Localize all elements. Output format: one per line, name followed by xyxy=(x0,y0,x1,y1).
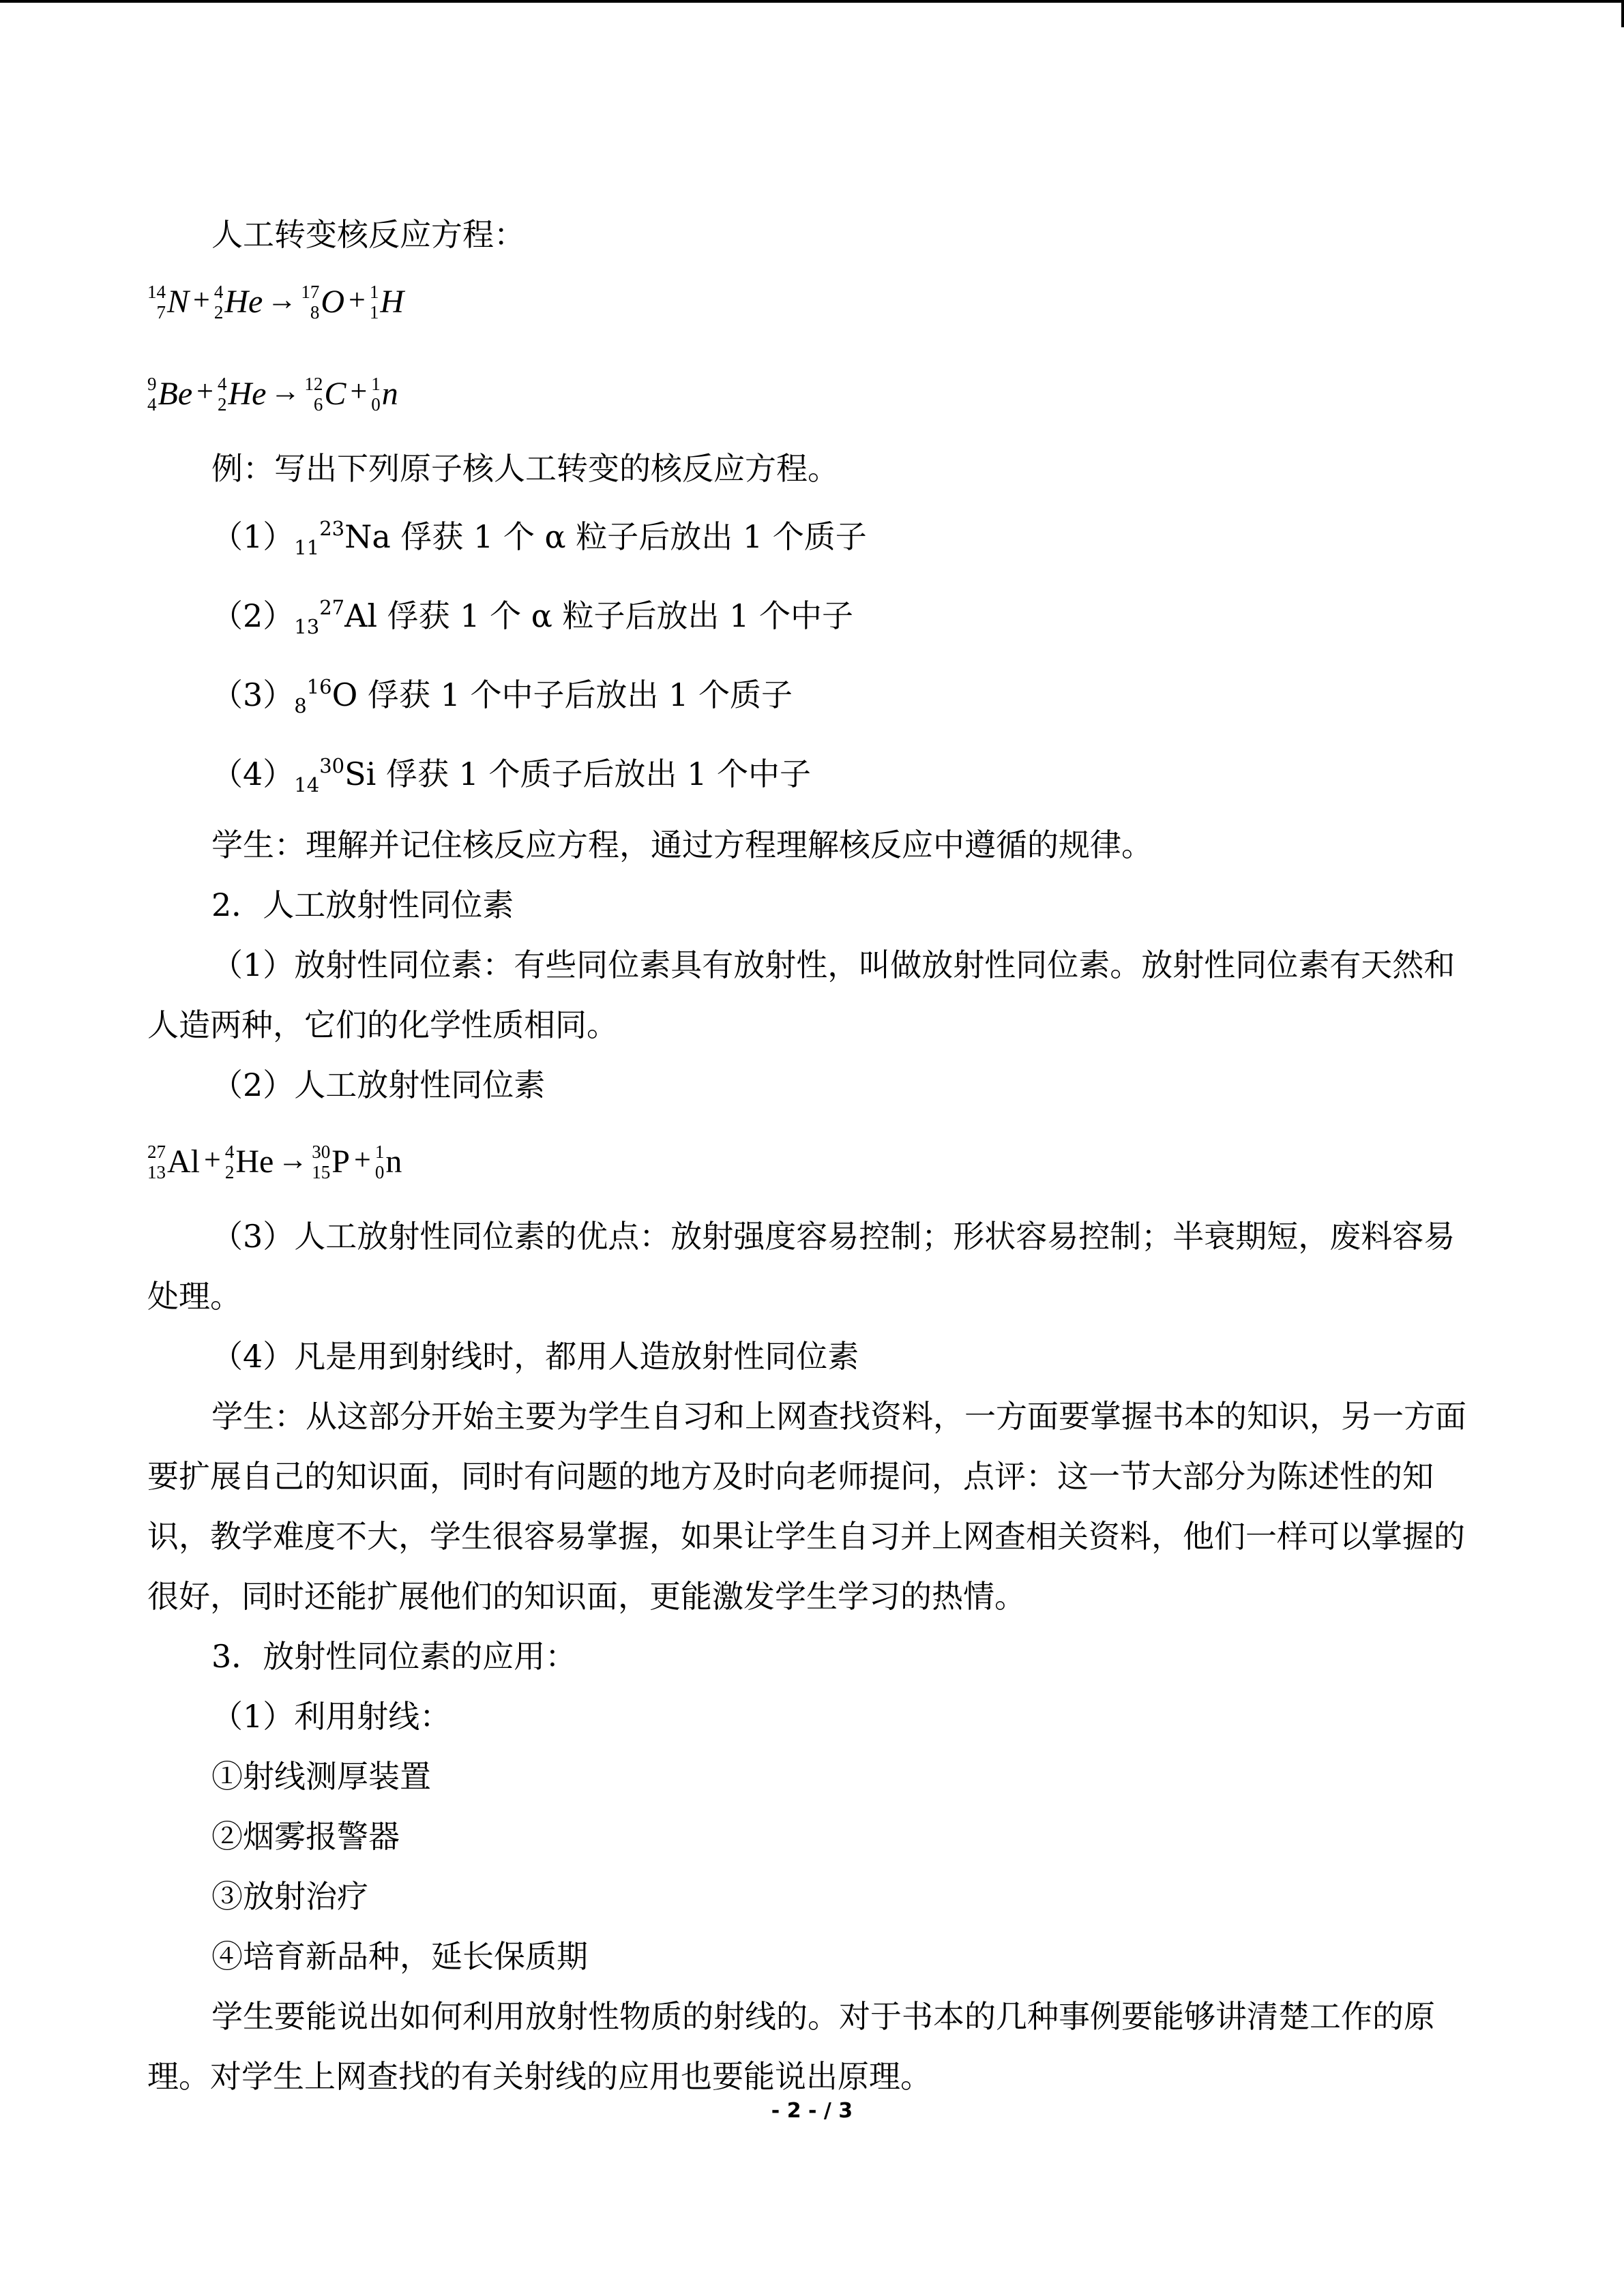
application-item: ③放射治疗 xyxy=(211,1878,368,1915)
application-item: ②烟雾报警器 xyxy=(211,1818,400,1855)
equation-1: 14 7 N + 4 2 He → 17 8 O + 1 1 H xyxy=(147,255,1471,346)
paragraph: （1）放射性同位素：有些同位素具有放射性，叫做放射性同位素。放射性同位素有天然和人造两种，它们的化学性质相同。 xyxy=(147,946,1456,1043)
nuclide: 30 15 P xyxy=(312,1142,350,1183)
document-body xyxy=(147,205,1471,2106)
nuclide: 27 13 Al xyxy=(147,1142,200,1183)
application-item: ④培育新品种，延长保质期 xyxy=(211,1938,588,1976)
nuclide: 1 1 H xyxy=(369,282,404,323)
nuclide: 14 7 N xyxy=(147,282,190,323)
nuclide: 4 2 He xyxy=(217,373,267,415)
paragraph: （3）人工放射性同位素的优点：放射强度容易控制；形状容易控制；半衰期短，废料容易处理。 xyxy=(147,1218,1456,1315)
section-title: 2．人工放射性同位素 xyxy=(211,886,514,923)
nuclide: 17 8 O xyxy=(301,282,344,323)
nuclide: 12 6 C xyxy=(304,373,346,415)
example-intro: 例：写出下列原子核人工转变的核反应方程。 xyxy=(211,449,839,487)
reaction-heading: 人工转变核反应方程： xyxy=(211,216,525,253)
nuclide: 4 2 He xyxy=(213,282,263,323)
subsection-title: （1）利用射线： xyxy=(211,1698,452,1735)
student-note: 学生：理解并记住核反应方程，通过方程理解核反应中遵循的规律。 xyxy=(211,826,1153,863)
paragraph: （4）凡是用到射线时，都用人造放射性同位素 xyxy=(211,1338,859,1375)
equation-3: 27 13 Al + 4 2 He → 30 15 P + 1 0 n xyxy=(147,1115,1471,1206)
subsection-title: （2）人工放射性同位素 xyxy=(211,1066,546,1103)
example-item: $(4)_{14}^{30}Si$ 俘获 1 个质子后放出 1 个中子 xyxy=(211,754,811,796)
nuclide: 1 0 n xyxy=(371,373,398,415)
student-note: 学生要能说出如何利用放射性物质的射线的。对于书本的几种事例要能够讲清楚工作的原理。对学生上网查找的有关射线的应用也要能说出原理。 xyxy=(147,1998,1435,2096)
page-frame xyxy=(0,0,1624,27)
example-item: $(2)_{13}^{27}Al$ 俘获 1 个 α 粒子后放出 1 个中子 xyxy=(211,595,853,638)
page-number: - 2 - / 3 xyxy=(771,2099,853,2123)
equation-2: 9 4 Be + 4 2 He → 12 6 C + 1 0 n xyxy=(147,346,1471,438)
nuclide: 1 0 n xyxy=(374,1142,402,1183)
student-note: 学生：从这部分开始主要为学生自习和上网查找资料，一方面要掌握书本的知识，另一方面要扩展自己的知识面，同时有问题的地方及时向老师提问，点评：这一节大部分为陈述性的知识，教学难度不大，学生很容易掌握，如果让学生自习并上网查相关资料，他们一样可以掌握的很好，同时还能扩展他们的知识面，更能激发学生学习的热情。 xyxy=(147,1398,1466,1615)
example-item: $(3)_8^{16}O$ 俘获 1 个中子后放出 1 个质子 xyxy=(211,674,793,717)
example-item: $(1)_{11}^{23}Na$ 俘获 1 个 α 粒子后放出 1 个质子 xyxy=(211,516,867,559)
section-title: 3．放射性同位素的应用： xyxy=(211,1638,577,1675)
nuclide: 4 2 He xyxy=(224,1142,274,1183)
application-item: ①射线测厚装置 xyxy=(211,1758,431,1795)
nuclide: 9 4 Be xyxy=(147,373,193,415)
